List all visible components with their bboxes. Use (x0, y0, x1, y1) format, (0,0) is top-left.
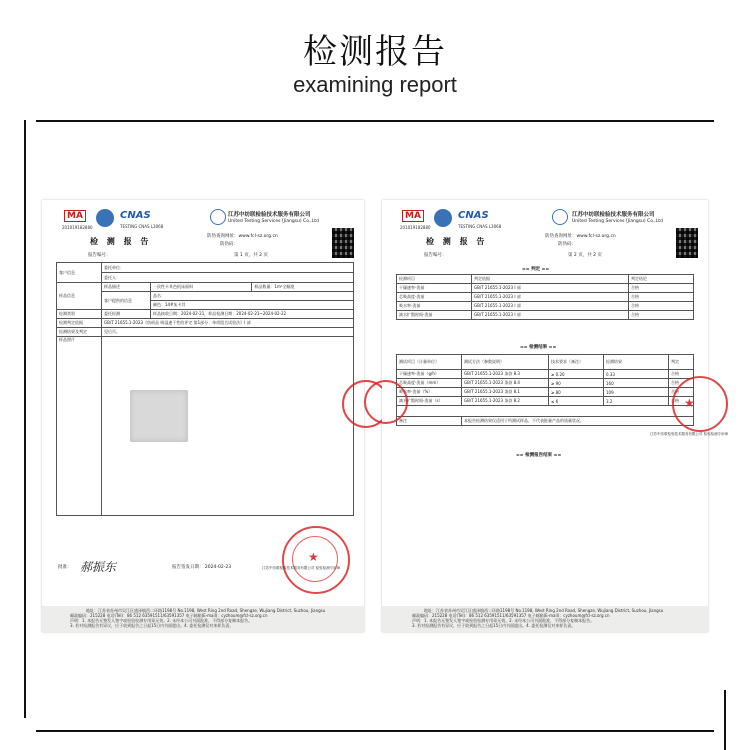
sample-photo (130, 390, 188, 442)
table-row: 吸水率-洗前（%） GB/T 21655.1-2023 条款 8.1 ≥ 80 109 合格 (397, 388, 694, 397)
judge-header: 检测项目 (397, 275, 472, 284)
stamp-text: 江苏中纺联检验技术服务有限公司 检验检测专用章 (262, 566, 341, 570)
ma-number: 201019182880 (400, 225, 431, 230)
client-sample-name: 品名： (151, 292, 354, 301)
sample-qty: 样品数量：1m²全幅宽 (252, 283, 354, 292)
qr-code-icon (332, 228, 354, 258)
report-no: 报告编号： (424, 253, 447, 258)
sample-info-label: 样品信息 (57, 283, 102, 310)
standard-value: GB/T 21655.1-2023《纺织品 吸湿速干性的评定 第1部分：单项组合试验法》I 部 (102, 319, 354, 328)
page-info: 第 2 页，共 2 页 (568, 253, 602, 258)
detail-heading: == 检测结果 == (520, 345, 557, 350)
signature: 郝振东 (80, 560, 117, 574)
company-logo-icon (210, 209, 226, 225)
company-name-zh: 江苏中纺联检验技术服务有限公司 (572, 212, 655, 218)
issue-date: 报告签发日期： 2024-02-23 (172, 565, 232, 570)
judge-table (396, 274, 694, 320)
end-text: == 检测报告结束 == (516, 453, 562, 458)
test-type-value: 委托检测 (102, 310, 151, 319)
remark-label: 备注 (397, 417, 462, 426)
header-divider (36, 120, 714, 122)
client-person: 委托人： (102, 273, 354, 283)
judge-header: 判定依据 (472, 275, 629, 284)
client-info-label: 客户信息 (57, 263, 102, 283)
footer-address: 地址：江苏省苏州市吴江区盛泽镇西二环路1198号 No.1198, West Ring 2nd Road, Shengze, Wujiang District, Suzhou, Jiangsu (424, 608, 664, 613)
side-stamp (364, 380, 408, 424)
detail-header: 测试项目（计量单位） (397, 355, 462, 370)
receive-date: 样品接收日期：2024-02-21，样品检测日期：2024-02-21~2024-02-22 (151, 310, 354, 319)
table-row: 芯吸高度-洗前 GB/T 21655.1-2023 I 部 合格 (397, 293, 694, 302)
cnas-sub: TESTING CNAS L3068 (120, 224, 164, 229)
client-sample-color: 颜色：14#灰卡其 (151, 301, 354, 310)
detail-header: 检测结果 (604, 355, 669, 370)
detail-header: 测试方法（参数说明） (462, 355, 549, 370)
test-type-label: 检测类别 (57, 310, 102, 319)
fake-code: 防伪码： (558, 242, 576, 247)
ma-logo: MA (402, 210, 424, 222)
report-title: 检 测 报 告 (90, 237, 152, 246)
ilac-logo (96, 209, 114, 227)
table-row: 吸水率-洗前 GB/T 21655.1-2023 I 部 合格 (397, 302, 694, 311)
page-subtitle: examining report (293, 72, 457, 97)
result-label: 检测结果及判定 (57, 328, 102, 337)
info-table (56, 262, 354, 516)
stamp-star-icon: ★ (308, 550, 319, 564)
company-name-zh: 江苏中纺联检验技术服务有限公司 (228, 212, 311, 218)
footer-note-2: 3. 若对检测报告有异议，应于收到报告之日起15日内书面提出。4. 委托检测仅对来样负责。 (412, 623, 576, 628)
client-sample-label: 客户提供的信息 (102, 292, 151, 310)
ilac-logo (434, 209, 452, 227)
report-page-2 (382, 200, 729, 632)
table-row: 干燥速率-洗前 GB/T 21655.1-2023 I 部 合格 (397, 284, 694, 293)
table-row: 芯吸高度-洗前（mm） GB/T 21655.1-2023 条款 8.4 ≥ 90 160 合格 (397, 379, 694, 388)
table-row: 干燥速率-洗前（g/h） GB/T 21655.1-2023 条款 8.3 ≥ 0.20 0.33 合格 (397, 370, 694, 379)
client-unit: 委托单位： (102, 263, 354, 273)
company-logo-icon (552, 209, 568, 225)
footer-contact: 邮政编码：215228 电话(Tel)：86 512 63591511/63591357 电子邮箱(E-mail)：cyzhoum@fcl-sz.org.cn (412, 613, 610, 618)
page-info: 第 1 页，共 2 页 (234, 253, 268, 258)
left-border (24, 120, 26, 718)
detail-table (396, 354, 694, 426)
ma-number: 201019182880 (62, 225, 93, 230)
detail-header: 技术要求（备注） (549, 355, 604, 370)
detail-header: 判定 (669, 355, 694, 370)
footer-address: 地址：江苏省苏州市吴江区盛泽镇西二环路1198号 No.1198, West Ring 2nd Road, Shengze, Wujiang District, Suzhou, Jiangsu (86, 608, 326, 613)
judge-heading: == 判定 == (522, 267, 550, 272)
cnas-sub: TESTING CNAS L3068 (458, 224, 502, 229)
report-no: 报告编号： (88, 253, 111, 258)
footer-note-2: 3. 若对检测报告有异议，应于收到报告之日起15日内书面提出。4. 委托检测仅对来样负责。 (70, 623, 234, 628)
sample-desc-value: 一次性卡其色机床面料 (151, 283, 252, 292)
footer-contact: 邮政编码：215228 电话(Tel)：86 512 63591511/63591357 电子邮箱(E-mail)：cyzhoum@fcl-sz.org.cn (70, 613, 268, 618)
verify-label: 防伪查询网址：www.fcl-sz.org.cn (207, 234, 278, 239)
page-footer (42, 606, 364, 632)
stamp-text: 江苏中纺联检验技术服务有限公司 检验检测专用章 (650, 432, 729, 436)
standard-label: 检测判定依据 (57, 319, 102, 328)
verify-label: 防伪查询网址：www.fcl-sz.org.cn (545, 234, 616, 239)
cnas-logo: CNAS (120, 210, 151, 221)
footer-note-1: 声明：1. 本报告无签发人签字或检验检测专用章无效。2. 未经本公司书面批准，不得部分复制本报告。 (70, 618, 253, 623)
fake-code: 防伪码： (220, 242, 238, 247)
cnas-logo: CNAS (458, 210, 489, 221)
sample-desc-label: 样品描述 (102, 283, 151, 292)
qr-code-icon (676, 228, 698, 258)
photo-label: 样品照片 (57, 337, 102, 516)
stamp-star-icon: ★ (684, 396, 695, 410)
footer-note-1: 声明：1. 本报告无签发人签字或检验检测专用章无效。2. 未经本公司书面批准，不得部分复制本报告。 (412, 618, 595, 623)
right-border (724, 690, 726, 750)
company-name-en: United Testing Services (Jiangsu) Co.,Ltd (228, 219, 319, 224)
report-title: 检 测 报 告 (426, 237, 488, 246)
table-row: 滴水扩散时间-洗前（s） GB/T 21655.1-2023 条款 8.2 ≤ 6 3.2 合格 (397, 397, 694, 406)
page-title: 检测报告 (303, 32, 447, 72)
remark-text: 本报告检测结果仅适用于所测试样品，不代表批量产品的质量状况。 (462, 417, 694, 426)
sign-label: 批准： (58, 565, 72, 570)
table-row: 滴水扩散时间-洗前 GB/T 21655.1-2023 I 部 合格 (397, 311, 694, 320)
result-value: 见后页。 (102, 328, 354, 337)
judge-header: 判定结论 (629, 275, 694, 284)
page-footer (382, 606, 708, 632)
bottom-divider (36, 730, 714, 732)
company-name-en: United Testing Services (Jiangsu) Co.,Ltd (572, 219, 663, 224)
report-page-1 (42, 200, 364, 632)
company-stamp (672, 376, 728, 432)
ma-logo: MA (64, 210, 86, 222)
